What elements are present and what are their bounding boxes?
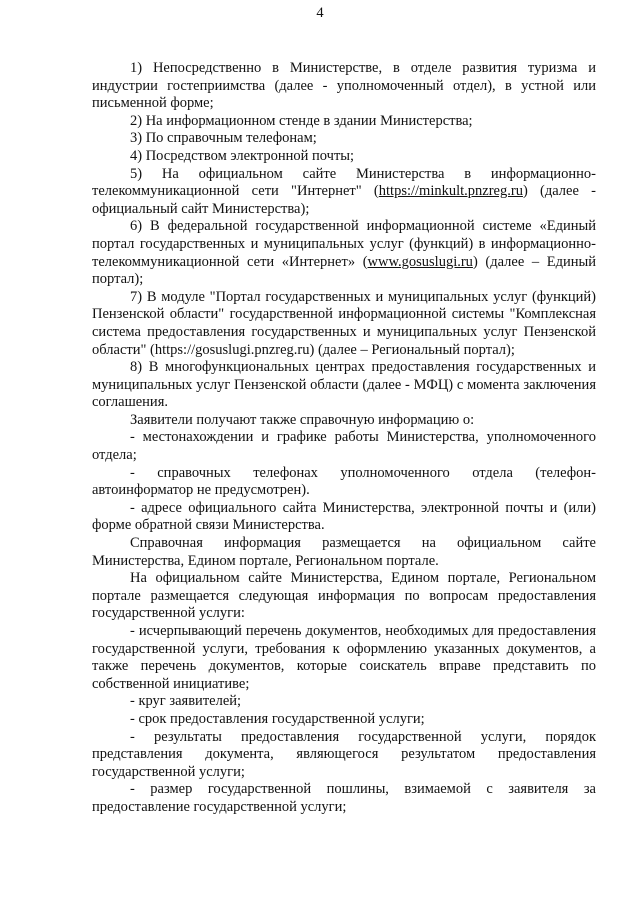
paragraph-6-text-after: ) (далее – Единый портал); (92, 253, 597, 288)
paragraph-11: - справочных телефонах уполномоченного отдела (телефон-автоинформатор не предусмотрен). (92, 464, 596, 499)
paragraph-16: - круг заявителей; (130, 693, 242, 710)
document-body (92, 60, 596, 817)
paragraph-17: - срок предоставления государственной услуги; (130, 710, 425, 727)
paragraph-15: - исчерпывающий перечень документов, необходимых для предоставления государственной услуги, требования к оформлению указанных документов, а также перечень документов, которые соискатель вправе представить по собственной инициативе; (92, 623, 596, 692)
paragraph-5-text-after: ) (далее - официальный сайт Министерства); (92, 183, 596, 217)
paragraph-9: Заявители получают также справочную информацию о: (130, 411, 475, 428)
gosuslugi-link[interactable]: www.gosuslugi.ru (367, 253, 473, 270)
paragraph-6-text-before: 6) В федеральной государственной информационной системе «Единый портал государственных и муниципальных услуг (функций) в информационно-телекоммуникационной сети «Интернет» ( (92, 218, 596, 270)
paragraph-3: 3) По справочным телефонам; (130, 130, 317, 147)
paragraph-7: 7) В модуле "Портал государственных и муниципальных услуг (функций) Пензенской области" государственной информационной системы "Комплексная система предоставления государственных и муниципальных услуг Пензенской области" (https://gosuslugi.pnzreg.ru) (далее – Региональный портал); (92, 288, 596, 358)
paragraph-1: 1) Непосредственно в Министерстве, в отделе развития туризма и индустрии гостеприимства (далее - уполномоченный отдел), в устной или письменной форме; (92, 60, 596, 112)
ministry-site-link[interactable]: https://minkult.pnzreg.ru (378, 183, 523, 200)
page-number: 4 (316, 5, 324, 21)
paragraph-5 (92, 166, 596, 219)
paragraph-4: 4) Посредством электронной почты; (130, 147, 355, 164)
paragraph-14: На официальном сайте Министерства, Едином портале, Региональном портале размещается следующая информация по вопросам предоставления государственной услуги: (92, 570, 596, 622)
paragraph-13: Справочная информация размещается на официальном сайте Министерства, Едином портале, Региональном портале. (92, 535, 596, 569)
paragraph-10: - местонахождении и графике работы Министерства, уполномоченного отдела; (92, 429, 596, 464)
paragraph-12: - адресе официального сайта Министерства, электронной почты и (или) форме обратной связи Министерства. (92, 499, 596, 534)
paragraph-5-text-before: 5) На официальном сайте Министерства в информационно-телекоммуникационной сети "Интернет" ( (92, 165, 596, 200)
paragraph-8: 8) В многофункциональных центрах предоставления государственных и муниципальных услуг Пензенской области (далее - МФЦ) с момента заключения соглашения. (92, 359, 596, 411)
paragraph-19: - размер государственной пошлины, взимаемой с заявителя за предоставление государственной услуги; (92, 781, 596, 815)
paragraph-6 (92, 218, 596, 288)
paragraph-18: - результаты предоставления государственной услуги, порядок представления документа, являющегося результатом предоставления государственной услуги; (92, 728, 596, 780)
paragraph-2: 2) На информационном стенде в здании Министерства; (130, 112, 473, 129)
